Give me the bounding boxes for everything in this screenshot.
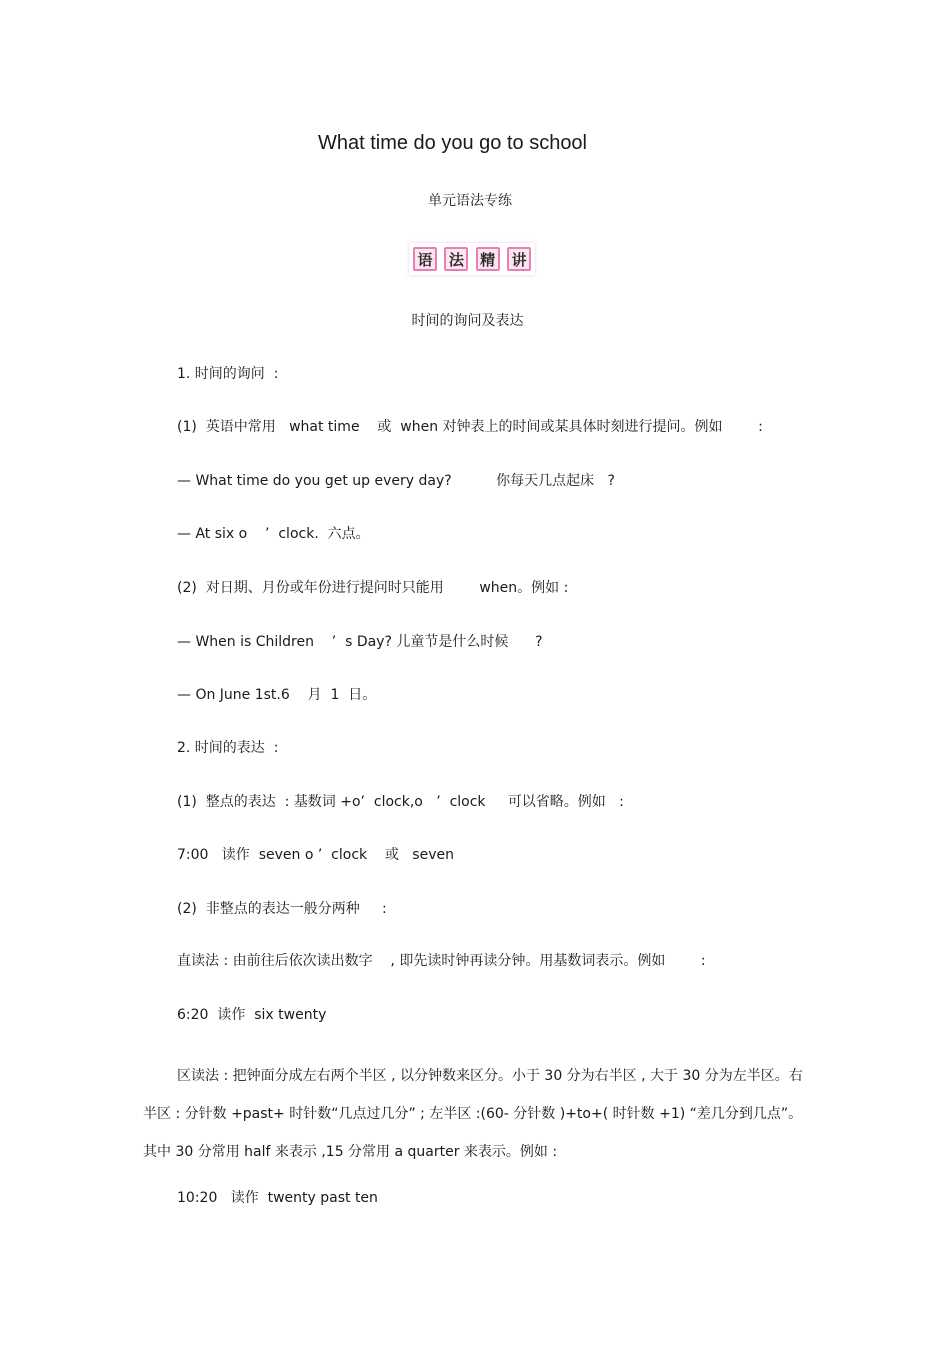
rule-non-whole-hour: (2) 非整点的表达一般分两种 :	[177, 901, 387, 917]
example-answer: — At six o ’ clock. 六点。	[177, 526, 370, 542]
heading-time-asking: 1. 时间的询问 :	[177, 366, 279, 382]
half-reading-paragraph: 区读法 : 把钟面分成左右两个半区 , 以分钟数来区分。小于 30 分为右半区 , 大于 30 分为左半区。右半区 : 分针数 +past+ 时针数“几点过几分” ; 左半区 :(60- 分针数 )+to+( 时针数 +1) “差几分到几点”。其中 30 分常用 half 来表示 ,15 分常用 a quarter 来表示。例如 :	[143, 1068, 803, 1160]
example-line: 6:20 读作 six twenty	[177, 1007, 327, 1023]
direct-reading-rule: 直读法 : 由前往后依次读出数字 , 即先读时钟再读分钟。用基数词表示。例如 :	[177, 953, 706, 969]
example-line: 10:20 读作 twenty past ten	[177, 1190, 378, 1206]
example-line: 7:00 读作 seven o ’ clock 或 seven	[177, 847, 454, 863]
example-answer: — On June 1st.6 月 1 日。	[177, 687, 377, 703]
example-question: — When is Children ’ s Day? 儿童节是什么时候 ?	[177, 634, 543, 650]
heading-time-expression: 2. 时间的表达 :	[177, 740, 279, 756]
grammar-badge	[409, 243, 535, 275]
badge-char: 讲	[507, 247, 531, 271]
section-title: 时间的询问及表达	[411, 313, 524, 329]
rule-whole-hour: (1) 整点的表达 : 基数词 +o’ clock,o ’ clock 可以省略。例如 :	[177, 794, 624, 810]
rule-2: (2) 对日期、月份或年份进行提问时只能用 when。例如 :	[177, 580, 569, 596]
badge-char: 精	[476, 247, 500, 271]
badge-char: 语	[413, 247, 437, 271]
subtitle: 单元语法专练	[428, 193, 512, 209]
rule-1: (1) 英语中常用 what time 或 when 对钟表上的时间或某具体时刻进行提问。例如 :	[177, 419, 763, 435]
page-title: What time do you go to school	[317, 132, 588, 154]
badge-char: 法	[444, 247, 468, 271]
example-question: — What time do you get up every day? 你每天几点起床 ?	[177, 473, 615, 489]
